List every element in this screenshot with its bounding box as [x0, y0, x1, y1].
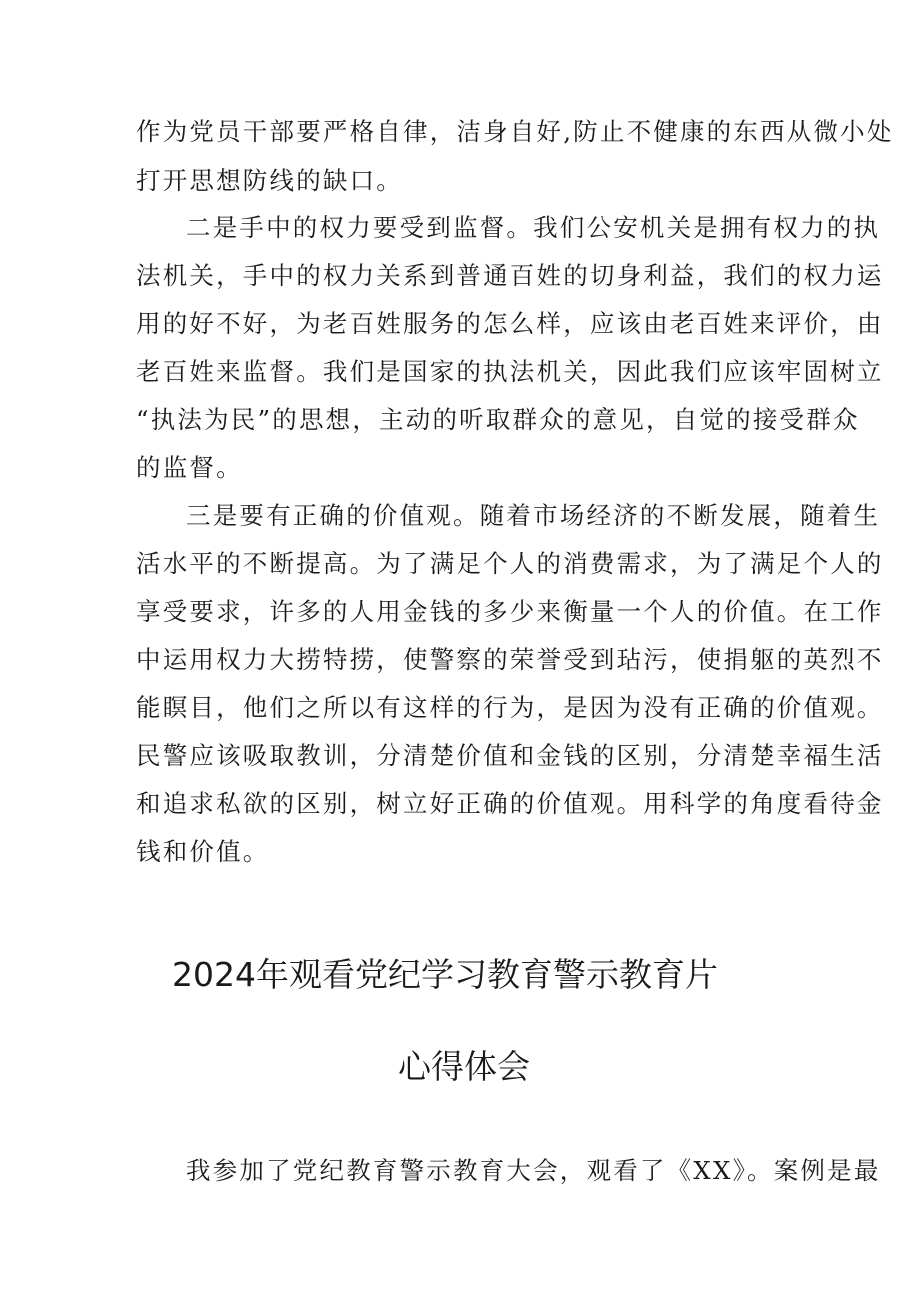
text-line: 和追求私欲的区别，树立好正确的价值观。用科学的角度看待金: [136, 789, 884, 818]
text-line: 作为党员干部要严格自律，洁身自好,防止不健康的东西从微小处: [136, 117, 894, 146]
text-line: 三是要有正确的价值观。随着市场经济的不断发展，随着生: [186, 501, 881, 530]
text-line: 活水平的不断提高。为了满足个人的消费需求，为了满足个人的: [136, 549, 884, 578]
text-line: 中运用权力大捞特捞，使警察的荣誉受到玷污，使捐躯的英烈不: [136, 645, 884, 674]
text-line: 钱和价值。: [136, 837, 270, 866]
text-line: 我参加了党纪教育警示教育大会，观看了《XX》。案例是最: [186, 1156, 881, 1185]
text-line: 打开思想防线的缺口。: [136, 166, 403, 195]
text-line: “执法为民”的思想，主动的听取群众的意见，自觉的接受群众: [136, 405, 860, 434]
text-line: 用的好不好，为老百姓服务的怎么样，应该由老百姓来评价，由: [136, 309, 884, 338]
text-line: 法机关，手中的权力关系到普通百姓的切身利益，我们的权力运: [136, 261, 884, 290]
text-line: 老百姓来监督。我们是国家的执法机关，因此我们应该牢固树立: [136, 357, 884, 386]
text-line: 能瞑目，他们之所以有这样的行为，是因为没有正确的价值观。: [136, 693, 884, 722]
text-line: 享受要求，许多的人用金钱的多少来衡量一个人的价值。在工作: [136, 597, 884, 626]
text-line: 的监督。: [136, 453, 243, 482]
text-line: 二是手中的权力要受到监督。我们公安机关是拥有权力的执: [186, 213, 881, 242]
article-title-line1: 2024年观看党纪学习教育警示教育片: [172, 955, 718, 994]
article-title-line2: 心得体会: [398, 1047, 530, 1086]
text-line: 民警应该吸取教训，分清楚价值和金钱的区别，分清楚幸福生活: [136, 741, 884, 770]
